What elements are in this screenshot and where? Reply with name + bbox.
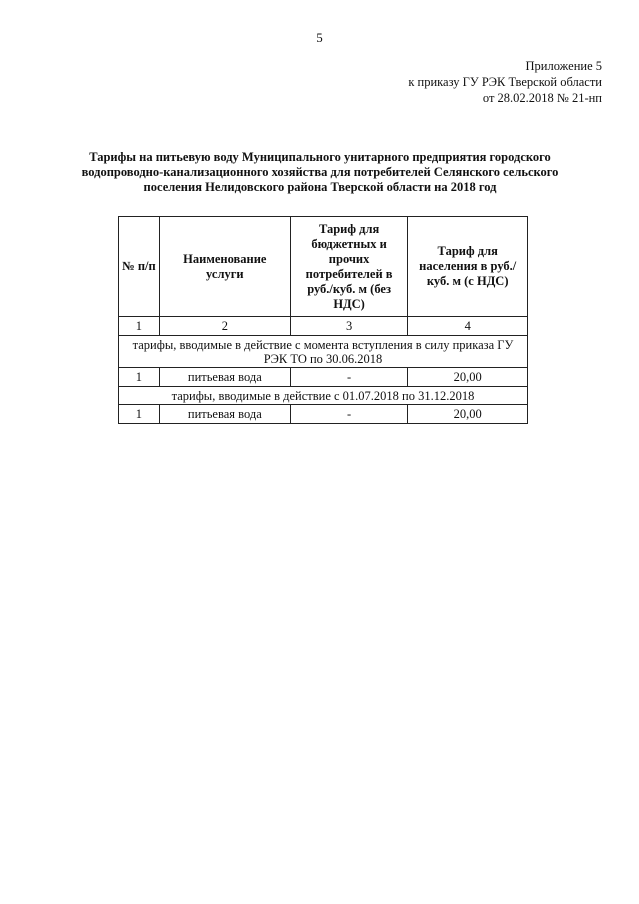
header-budget-tariff: Тариф для бюджетных и прочих потребителей в руб./куб. м (без НДС) (290, 217, 408, 317)
header-service: Наименование услуги (159, 217, 290, 317)
row-budget-tariff: - (290, 405, 408, 424)
table-header-row (119, 217, 528, 317)
column-index: 4 (408, 317, 528, 336)
page-number: 5 (316, 30, 323, 45)
column-index: 1 (119, 317, 160, 336)
section-label: тарифы, вводимые в действие с момента вступления в силу приказа ГУ РЭК ТО по 30.06.2018 (119, 336, 528, 368)
section-row (119, 336, 528, 368)
appendix-reference (408, 58, 602, 106)
appendix-line: Приложение 5 (525, 59, 602, 73)
row-service: питьевая вода (159, 405, 290, 424)
row-num: 1 (119, 405, 160, 424)
title-line: поселения Нелидовского района Тверской области на 2018 год (143, 180, 497, 194)
section-row (119, 387, 528, 405)
row-population-tariff: 20,00 (408, 405, 528, 424)
row-num: 1 (119, 368, 160, 387)
column-index: 3 (290, 317, 408, 336)
document-title (70, 150, 570, 195)
header-num: № п/п (119, 217, 160, 317)
title-line: водопроводно-канализационного хозяйства для потребителей Селянского сельского (81, 165, 559, 179)
header-population-tariff: Тариф для населения в руб./куб. м (с НДС) (408, 217, 528, 317)
appendix-date-line: от 28.02.2018 № 21-нп (482, 91, 602, 105)
row-budget-tariff: - (290, 368, 408, 387)
table-row (119, 405, 528, 424)
table-row (119, 368, 528, 387)
row-service: питьевая вода (159, 368, 290, 387)
column-index-row (119, 317, 528, 336)
section-label: тарифы, вводимые в действие с 01.07.2018 по 31.12.2018 (119, 387, 528, 405)
appendix-order-line: к приказу ГУ РЭК Тверской области (408, 75, 602, 89)
title-line: Тарифы на питьевую воду Муниципального унитарного предприятия городского (89, 150, 551, 164)
tariff-table (118, 216, 528, 424)
column-index: 2 (159, 317, 290, 336)
row-population-tariff: 20,00 (408, 368, 528, 387)
